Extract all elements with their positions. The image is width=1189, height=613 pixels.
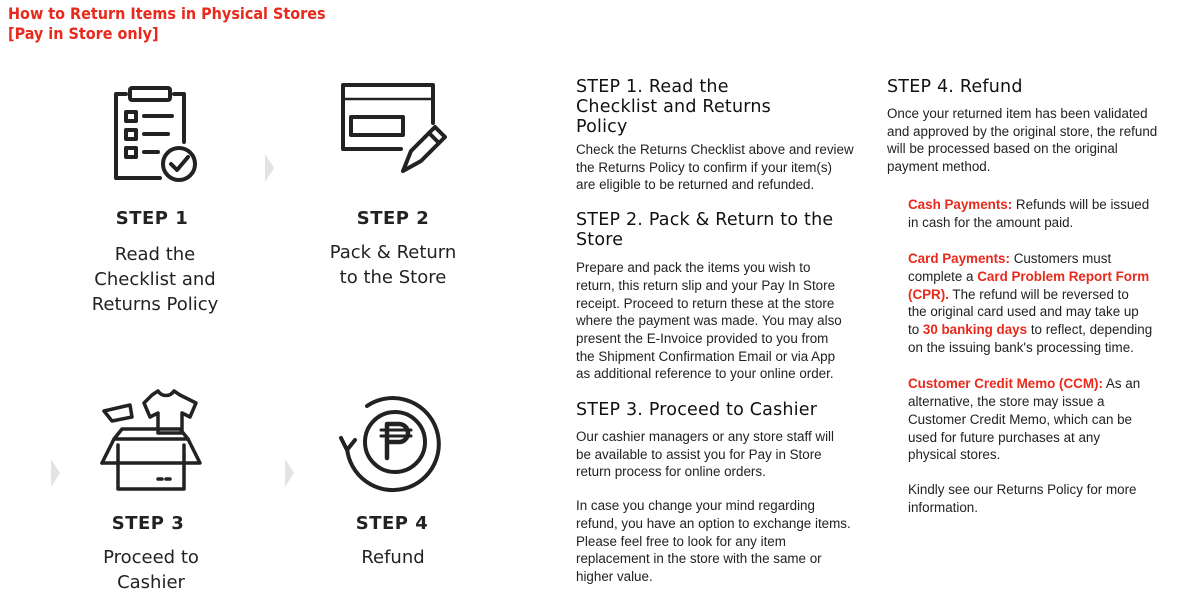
text-line: present the E-Invoice provided to you from [576,330,829,346]
credit-memo-block [908,375,1182,464]
page-title: How to Return Items in Physical Stores [8,4,326,23]
text-line: on the issuing bank's processing time. [908,339,1134,355]
text-line: In case you change your mind regarding [576,498,815,514]
text-line: higher value. [576,568,653,584]
step-1-desc-line: Returns Policy [91,294,219,315]
text-line: the Shipment Confirmation Email or via App [576,348,836,364]
text-line: where the payment was made. You may also [576,313,842,329]
page-subtitle: [Pay in Store only] [8,24,159,43]
step-1-heading [576,77,866,137]
step-3-title: STEP 3 [111,513,185,534]
box-shirt-icon [100,389,204,491]
text-line: Check the Returns Checklist above and review [576,142,854,157]
card-payments-block [908,250,1182,356]
details-column-right [887,77,1182,516]
text-line: return process for online orders. [576,464,766,480]
text-line: return, this return slip and your Pay In Store [576,277,836,293]
text-line: Please feel free to look for any item [576,533,786,549]
card-payments-label: Card Payments: [908,251,1010,267]
heading-line: STEP 1. Read the [576,77,729,97]
heading-line: Store [576,230,624,251]
text-line [908,286,1182,304]
text-line: will be processed based on the original [887,141,1118,157]
step-2-desc-line: Pack & Return [329,242,457,263]
text-span: Refunds will be issued [1012,196,1150,212]
text-span: to reflect, depending [1027,322,1153,338]
cash-payments-block [908,196,1182,231]
chevron-right-arrow [285,459,294,487]
text-span: complete a [908,268,978,284]
step-3-desc [76,545,226,595]
step-1-desc-line: Read the [114,244,196,265]
text-line: are eligible to be returned and refunded. [576,177,815,193]
text-line: the original card used and may take up [908,304,1139,320]
text-line: alternative, the store may issue a [908,394,1105,410]
chevron-right-arrow [51,459,60,487]
text-line [908,250,1182,268]
step-2-title: STEP 2 [356,208,430,229]
step-2-desc [318,240,468,290]
text-line: and approved by the original store, the refund [887,123,1158,139]
step-3-text [576,428,866,481]
heading-line: Checklist and Returns [576,97,771,117]
step-4-heading: STEP 4. Refund [887,77,1023,97]
text-line: information. [908,499,978,515]
text-line [908,321,1182,339]
step-3-text-2 [576,497,866,586]
step-3-heading: STEP 3. Proceed to Cashier [576,400,818,421]
heading-line: STEP 2. Pack & Return to the [576,210,834,231]
step-4-title: STEP 4 [355,513,429,534]
banking-days-label: 30 banking days [922,322,1028,338]
text-span: Customers must [1009,251,1112,267]
step-4-text [887,105,1182,176]
text-line: the Returns Policy to confirm if your item(s) [576,159,832,175]
peso-refund-icon [337,390,449,494]
text-span: As an [1102,376,1141,392]
chevron-right-arrow [265,154,274,182]
step-1-title: STEP 1 [115,208,189,229]
step-2-text [576,259,866,383]
text-line: used for future purchases at any [908,429,1101,445]
text-line [908,375,1182,393]
heading-line: Policy [576,117,628,137]
text-line [908,196,1182,214]
package-pen-icon [341,83,447,179]
text-span: to [908,322,923,338]
text-line: in cash for the amount paid. [908,214,1074,230]
step-1-desc-line: Checklist and [94,269,216,290]
step-2-heading [576,210,866,250]
details-column-left [576,77,866,586]
credit-memo-label: Customer Credit Memo (CCM): [908,376,1103,392]
text-line: Our cashier managers or any store staff will [576,429,834,445]
step-1-desc [80,242,230,317]
card-problem-report-form: Card Problem Report Form [977,268,1150,284]
text-line: refund, you have an option to exchange items. [576,515,851,531]
text-line: Prepare and pack the items you wish to [576,260,811,276]
step-4-desc-line: Refund [361,547,425,568]
step-1-text [576,141,866,194]
step-3-desc-line: Cashier [117,572,185,593]
cpr-label: (CPR). [908,286,949,302]
text-span: The refund will be reversed to [948,286,1129,302]
text-line: receipt. Proceed to return these at the store [576,295,835,311]
clipboard-checklist-icon [108,84,200,184]
text-line: Customer Credit Memo, which can be [908,411,1133,427]
text-line: Kindly see our Returns Policy for more [908,481,1137,497]
text-line [908,268,1182,286]
page-header [8,4,326,44]
text-line: payment method. [887,159,991,175]
text-line: be available to assist you for Pay in Store [576,446,822,462]
step-3-desc-line: Proceed to [103,547,199,568]
text-line: Once your returned item has been validated [887,106,1148,121]
cash-payments-label: Cash Payments: [908,196,1013,212]
text-line: replacement in the store with the same or [576,551,822,567]
closing-note [908,481,1182,516]
text-line: physical stores. [908,447,1001,463]
step-4-desc [318,545,468,570]
step-2-desc-line: to the Store [339,267,447,288]
text-line: as additional reference to your online order. [576,366,834,382]
